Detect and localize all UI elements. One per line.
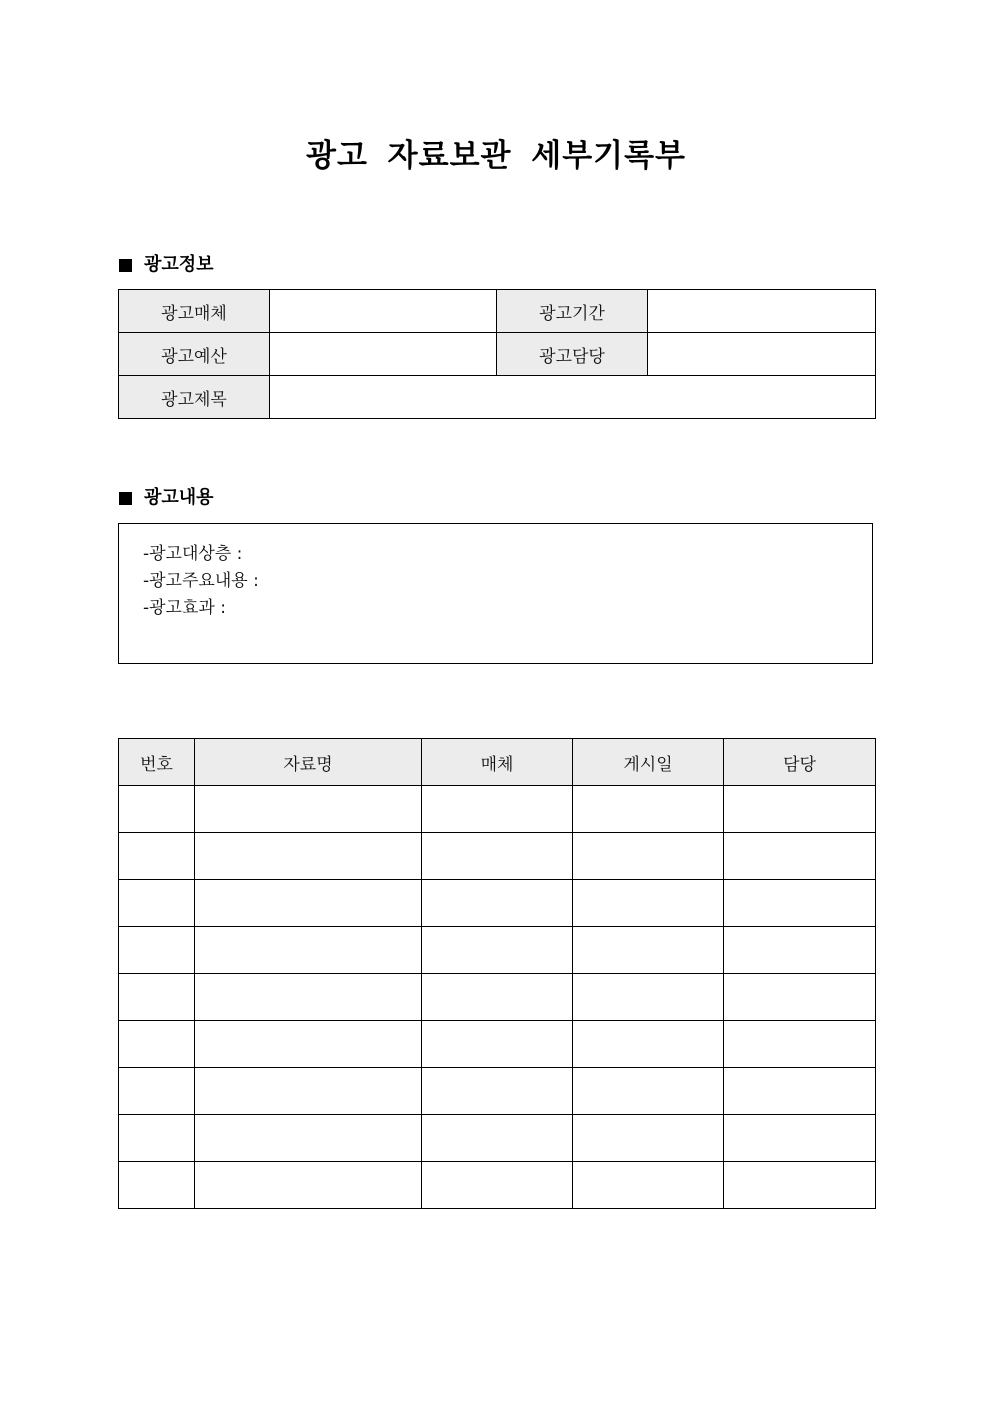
table-cell[interactable] — [573, 1115, 724, 1162]
table-cell[interactable] — [195, 1021, 422, 1068]
table-cell[interactable] — [724, 974, 876, 1021]
table-cell[interactable] — [119, 880, 195, 927]
table-cell[interactable] — [724, 786, 876, 833]
table-cell[interactable] — [573, 833, 724, 880]
table-cell[interactable] — [422, 1068, 573, 1115]
table-cell[interactable] — [422, 786, 573, 833]
info-row — [119, 376, 876, 419]
table-cell[interactable] — [573, 974, 724, 1021]
table-row — [119, 974, 876, 1021]
header-material-name: 자료명 — [195, 739, 422, 786]
table-cell[interactable] — [195, 927, 422, 974]
table-cell[interactable] — [195, 833, 422, 880]
table-cell[interactable] — [724, 1162, 876, 1209]
table-row — [119, 880, 876, 927]
label-ad-media: 광고매체 — [119, 290, 270, 333]
table-cell[interactable] — [195, 1068, 422, 1115]
table-cell[interactable] — [119, 1115, 195, 1162]
field-ad-budget[interactable] — [270, 333, 497, 376]
field-ad-title[interactable] — [270, 376, 876, 419]
table-cell[interactable] — [195, 1162, 422, 1209]
table-cell[interactable] — [573, 880, 724, 927]
info-row — [119, 333, 876, 376]
square-bullet-icon — [119, 259, 132, 272]
table-cell[interactable] — [119, 1068, 195, 1115]
table-cell[interactable] — [422, 1021, 573, 1068]
field-ad-media[interactable] — [270, 290, 497, 333]
table-cell[interactable] — [724, 833, 876, 880]
header-manager: 담당 — [724, 739, 876, 786]
table-row — [119, 1162, 876, 1209]
table-cell[interactable] — [573, 927, 724, 974]
table-cell[interactable] — [573, 786, 724, 833]
header-media: 매체 — [422, 739, 573, 786]
table-cell[interactable] — [119, 786, 195, 833]
records-table — [118, 738, 876, 1209]
info-section-heading-text: 광고정보 — [144, 254, 214, 275]
table-cell[interactable] — [422, 880, 573, 927]
table-cell[interactable] — [422, 1115, 573, 1162]
content-section-heading — [119, 486, 214, 510]
table-row — [119, 786, 876, 833]
table-cell[interactable] — [724, 1115, 876, 1162]
table-cell[interactable] — [724, 927, 876, 974]
table-row — [119, 1115, 876, 1162]
field-ad-manager[interactable] — [648, 333, 876, 376]
table-cell[interactable] — [573, 1021, 724, 1068]
table-cell[interactable] — [119, 833, 195, 880]
table-cell[interactable] — [422, 927, 573, 974]
table-cell[interactable] — [724, 1068, 876, 1115]
field-ad-period[interactable] — [648, 290, 876, 333]
table-cell[interactable] — [195, 974, 422, 1021]
table-header-row — [119, 739, 876, 786]
target-audience-line: -광고대상층 : — [143, 544, 243, 564]
label-ad-budget: 광고예산 — [119, 333, 270, 376]
ad-info-table — [118, 289, 876, 419]
table-row — [119, 1068, 876, 1115]
table-cell[interactable] — [422, 974, 573, 1021]
table-row — [119, 1021, 876, 1068]
table-cell[interactable] — [195, 786, 422, 833]
table-cell[interactable] — [422, 833, 573, 880]
table-cell[interactable] — [119, 927, 195, 974]
header-number: 번호 — [119, 739, 195, 786]
table-cell[interactable] — [119, 1162, 195, 1209]
ad-effect-line: -광고효과 : — [143, 598, 226, 618]
label-ad-title: 광고제목 — [119, 376, 270, 419]
table-cell[interactable] — [724, 880, 876, 927]
table-row — [119, 833, 876, 880]
table-cell[interactable] — [119, 1021, 195, 1068]
main-content-line: -광고주요내용 : — [143, 571, 259, 591]
table-cell[interactable] — [195, 880, 422, 927]
square-bullet-icon — [119, 492, 132, 505]
label-ad-period: 광고기간 — [497, 290, 648, 333]
table-cell[interactable] — [119, 974, 195, 1021]
table-cell[interactable] — [573, 1162, 724, 1209]
content-section-heading-text: 광고내용 — [144, 487, 214, 508]
table-cell[interactable] — [573, 1068, 724, 1115]
header-post-date: 게시일 — [573, 739, 724, 786]
ad-content-box[interactable] — [118, 523, 873, 664]
info-section-heading — [119, 253, 214, 277]
table-cell[interactable] — [724, 1021, 876, 1068]
label-ad-manager: 광고담당 — [497, 333, 648, 376]
info-row — [119, 290, 876, 333]
table-row — [119, 927, 876, 974]
page-title: 광고 자료보관 세부기록부 — [306, 138, 686, 174]
table-cell[interactable] — [422, 1162, 573, 1209]
table-cell[interactable] — [195, 1115, 422, 1162]
